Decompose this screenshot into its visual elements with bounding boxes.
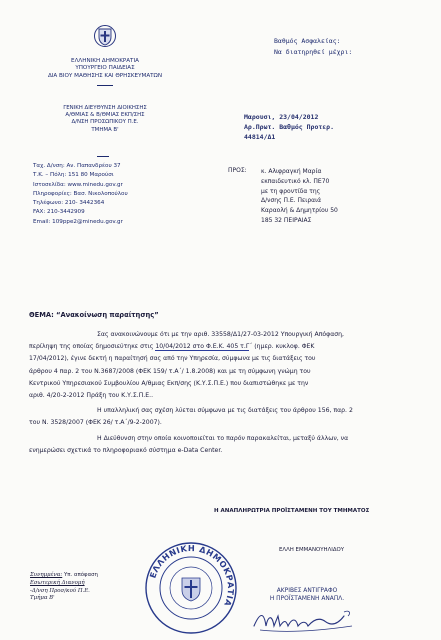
fax-line: FAX: 210-3442909: [33, 209, 85, 216]
body-line: ενημερώσει σχετικά το πληροφοριακό σύστημα e-Data Center.: [29, 446, 223, 454]
certified-copy-stamp: [252, 587, 362, 603]
contact-info: [33, 162, 193, 227]
body-line: Η υπαλληλική σας σχέση λύεται σύμφωνα με τις διατάξεις του άρθρου 156, παρ. 2: [97, 407, 353, 415]
recipient-block: [261, 167, 431, 226]
date-protocol: [244, 113, 424, 142]
body-text-segment: περίληψη της οποίας δημοσιεύτηκε στις: [29, 343, 156, 351]
email-line: Email: 109ppe2@minedu.gov.gr: [33, 218, 123, 225]
postal-line: Τ.Κ. – Πόλη: 151 80 Μαρούσι: [33, 172, 114, 179]
body-line: [29, 341, 430, 353]
internal-distribution-label: Εσωτερική Διανομή: [30, 579, 85, 586]
recipient-line: Καραολή & Δημητρίου 50: [261, 207, 338, 215]
body-line: Κεντρικού Υπηρεσιακού Συμβουλίου Α/θμιας Εκπ/σης (Κ.Υ.Σ.Π.Ε.) που διαπιστώθηκε με την: [29, 379, 309, 387]
gazette-reference: 10/04/2012 στο Φ.Ε.Κ. 405 τ.Γ: [155, 343, 250, 351]
ministry-line: ΔΙΑ ΒΙΟΥ ΜΑΘΗΣΗΣ ΚΑΙ ΘΡΗΣΚΕΥΜΑΤΩΝ: [47, 72, 163, 79]
recipient-line: Δ/νσης Π.Ε. Πειραιά: [261, 197, 322, 205]
internal-distribution-line: -Δ/νση Προσ/κού Π.Ε.: [30, 587, 90, 594]
greek-emblem: [93, 24, 117, 48]
attachments: [30, 572, 150, 603]
attachments-value: Υπ. απόφαση: [63, 572, 98, 578]
signature-title: Η ΑΝΑΠΛΗΡΩΤΡΙΑ ΠΡΟΪΣΤΑΜΕΝΗ ΤΟΥ ΤΜΗΜΑΤΟΣ: [214, 508, 370, 514]
ministry-line: ΥΠΟΥΡΓΕΙΟ ΠΑΙΔΕΙΑΣ: [75, 65, 135, 72]
official-stamp: [143, 540, 239, 636]
recipient-line: εκπαιδευτικό κλ. ΠΕ70: [261, 177, 330, 185]
recipient-line: 185 32 ΠΕΙΡΑΙΑΣ: [261, 216, 312, 224]
date-line: Μαρουσι, 23/04/2012: [244, 113, 319, 121]
attachments-label: Συνημμένα:: [30, 572, 63, 578]
greek-coat-of-arms-icon: [93, 24, 117, 48]
letter-body: [29, 329, 430, 457]
certified-copy-role: Η ΠΡΟΪΣΤΑΜΕΝΗ ΑΝΑΠΛ.: [269, 596, 345, 603]
security-classification: [274, 36, 434, 58]
body-text-segment: ΄ (ημερ. κυκλοφ. ΦΕΚ: [249, 343, 315, 351]
body-line: 17/04/2012), έγινε δεκτή η παραίτησή σας από την Υπηρεσία, σύμφωνα με τις διατάξεις του: [29, 355, 316, 363]
body-line: Σας ανακοινώνουμε ότι με την αριθ. 33558/Δ1/27-03-2012 Υπουργική Απόφαση,: [97, 331, 345, 338]
body-line: αριθ. 4/20-2-2012 Πράξη του Κ.Υ.Σ.Π.Ε..: [29, 392, 154, 400]
protocol-number: 44814/Δ1: [244, 132, 276, 141]
body-line: του Ν. 3528/2007 (ΦΕΚ 26/ τ.Α΄/9-2-2007).: [29, 419, 162, 427]
recipient-line: με τη φροντίδα της: [261, 187, 321, 195]
phone-line: Τηλέφωνο: 210- 3442364: [33, 200, 105, 207]
department-line: Α/ΘΜΙΑΣ & Β/ΘΜΙΑΣ ΕΚΠ/ΣΗΣ: [65, 112, 145, 119]
address-line: Ταχ. Δ/νση: Αν. Παπανδρέου 37: [33, 163, 121, 169]
subject-line: ΘΕΜΑ: “Ανακοίνωση παραίτησης”: [29, 311, 159, 319]
department-header: [30, 105, 180, 134]
divider: [97, 156, 109, 157]
recipient-line: κ. Αλιφραγκή Μαρία: [261, 168, 322, 175]
body-line: Η Διεύθυνση στην οποία κοινοποιείται το παρόν παρακαλείται, μεταξύ άλλων, να: [97, 434, 349, 442]
handwritten-signature: [248, 606, 358, 636]
signatory-name: ΕΛΛΗ ΕΜΜΑΝΟΥΗΛΙΔΟΥ: [279, 547, 345, 553]
signature-scribble-icon: [248, 606, 358, 636]
website-line: Ιστοσελίδα: www.minedu.gov.gr: [33, 181, 123, 188]
divider: [97, 85, 113, 86]
department-line: Δ/ΝΣΗ ΠΡΟΣΩΠΙΚΟΥ Π.Ε.: [71, 119, 139, 126]
ministry-line: ΕΛΛΗΝΙΚΗ ΔΗΜΟΚΡΑΤΙΑ: [71, 58, 139, 64]
department-line: ΓΕΝΙΚΗ ΔΙΕΥΘΥΝΣΗ ΔΙΟΙΚΗΣΗΣ: [63, 105, 147, 111]
official-stamp-icon: [143, 540, 239, 636]
ministry-header: [30, 58, 180, 80]
security-level-label: Βαθμός Ασφαλείας:: [274, 37, 341, 45]
protocol-label: Αρ.Πρωτ. Βαθμός Προτερ.: [244, 122, 335, 131]
internal-distribution-line: Τμήμα Β': [30, 595, 55, 602]
retention-label: Να διατηρηθεί μέχρι:: [274, 48, 353, 56]
body-line: άρθρου 4 παρ. 2 του Ν.3687/2008 (ΦΕΚ 159/ τ.Α΄/ 1.8.2008) και με τη σύμφωνη γνώμη του: [29, 367, 311, 375]
info-line: Πληροφορίες: Βασ. Νικολοπούλου: [33, 190, 128, 197]
certified-copy-title: ΑΚΡΙΒΕΣ ΑΝΤΙΓΡΑΦΟ: [276, 588, 338, 594]
department-line: ΤΜΗΜΑ Β': [91, 126, 119, 133]
attachments-row: [30, 572, 150, 580]
stamp-ring-text: ΕΛΛΗΝΙΚΗ ΔΗΜΟΚΡΑΤΙΑ: [147, 542, 237, 609]
recipient-label: ΠΡΟΣ:: [228, 167, 247, 174]
